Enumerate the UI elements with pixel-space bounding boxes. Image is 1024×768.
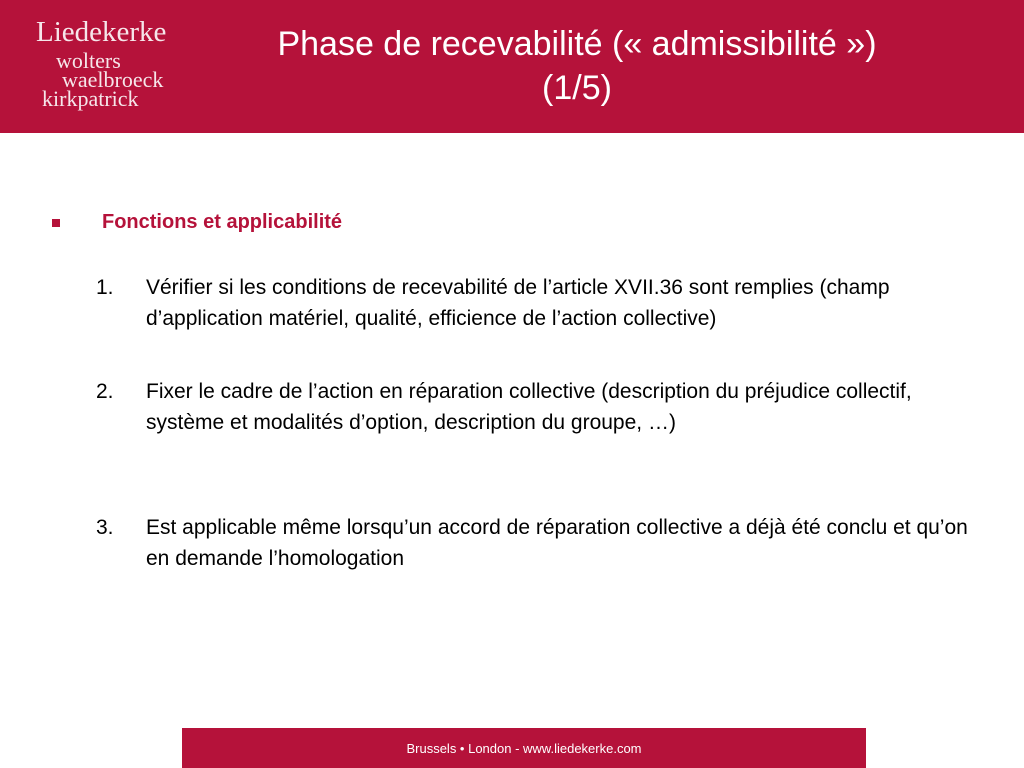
firm-logo: [36, 14, 206, 114]
logo-line-3: waelbroeck: [62, 67, 164, 92]
footer-text: Brussels • London - www.liedekerke.com: [406, 741, 642, 756]
list-item-text: Est applicable même lorsqu’un accord de réparation collective a déjà été conclu et qu’on en demande l’homologation: [146, 516, 968, 570]
slide-title: [262, 22, 892, 110]
list-item-number: 3.: [96, 516, 114, 539]
header-bar: [0, 0, 1024, 133]
list-item-text: Fixer le cadre de l’action en réparation collective (description du préjudice collectif, système et modalités d’option, description du groupe, …): [146, 380, 912, 434]
logo-line-2: wolters: [56, 48, 121, 73]
logo-line-1: Liedekerke: [36, 16, 167, 48]
logo-line-4: kirkpatrick: [42, 86, 139, 111]
footer-bar: [182, 728, 866, 768]
slide-title-line-1: Phase de recevabilité (« admissibilité »): [277, 25, 877, 63]
list-item-text: Vérifier si les conditions de recevabilité de l’article XVII.36 sont remplies (champ d’application matériel, qualité, efficience de l’action collective): [146, 276, 890, 330]
square-bullet-icon: [52, 219, 60, 227]
section-heading-label: Fonctions et applicabilité: [102, 211, 343, 233]
list-item-number: 1.: [96, 276, 114, 299]
list-item-number: 2.: [96, 380, 114, 403]
slide-title-line-2: (1/5): [542, 69, 612, 107]
